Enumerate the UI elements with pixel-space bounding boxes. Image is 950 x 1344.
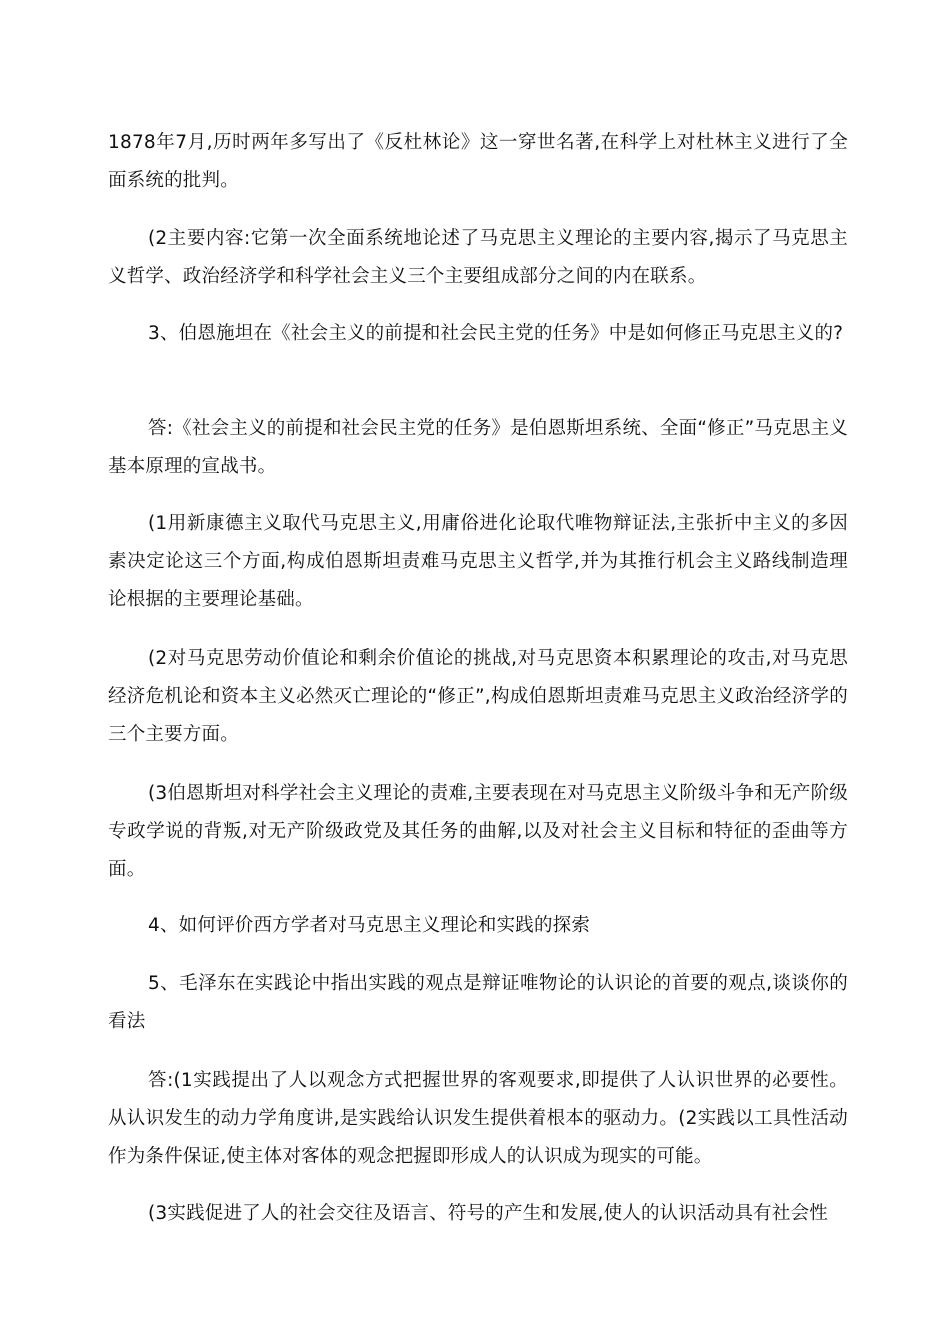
paragraph-answer-5-point-3: (3实践促进了人的社会交往及语言、符号的产生和发展,使人的认识活动具有社会性 [148, 1203, 828, 1224]
paragraph-answer-5: 答:(1实践提出了人以观念方式把握世界的客观要求,即提供了人认识世界的必要性。从认识发生的动力学角度讲,是实践给认识发生提供着根本的驱动力。(2实践以工具性活动作为条件保证,使主体对客体的观念把握即形成人的认识成为现实的可能。 [108, 1070, 848, 1167]
paragraph-answer-3-point-1: (1用新康德主义取代马克思主义,用庸俗进化论取代唯物辩证法,主张折中主义的多因素决定论这三个方面,构成伯恩斯坦责难马克思主义哲学,并为其推行机会主义路线制造理论根据的主要理论基础。 [108, 513, 848, 610]
paragraph-answer-3-intro: 答:《社会主义的前提和社会民主党的任务》是伯恩斯坦系统、全面“修正”马克思主义基本原理的宣战书。 [108, 418, 848, 477]
paragraph-answer-3-point-2: (2对马克思劳动价值论和剩余价值论的挑战,对马克思资本积累理论的攻击,对马克思经济危机论和资本主义必然灭亡理论的“修正”,构成伯恩斯坦责难马克思主义政治经济学的三个主要方面。 [108, 648, 848, 745]
paragraph-main-content: (2主要内容:它第一次全面系统地论述了马克思主义理论的主要内容,揭示了马克思主义哲学、政治经济学和科学社会主义三个主要组成部分之间的内在联系。 [108, 228, 848, 287]
paragraph-question-3: 3、伯恩施坦在《社会主义的前提和社会民主党的任务》中是如何修正马克思主义的? [148, 323, 844, 344]
paragraph-question-5: 5、毛泽东在实践论中指出实践的观点是辩证唯物论的认识论的首要的观点,谈谈你的看法 [108, 973, 848, 1032]
paragraph-answer-3-point-3: (3伯恩斯坦对科学社会主义理论的责难,主要表现在对马克思主义阶级斗争和无产阶级专政学说的背叛,对无产阶级政党及其任务的曲解,以及对社会主义目标和特征的歪曲等方面。 [108, 783, 848, 880]
paragraph-anti-duhring-history: 1878年7月,历时两年多写出了《反杜林论》这一穿世名著,在科学上对杜林主义进行了全面系统的批判。 [108, 132, 848, 191]
paragraph-question-4: 4、如何评价西方学者对马克思主义理论和实践的探索 [148, 915, 591, 936]
